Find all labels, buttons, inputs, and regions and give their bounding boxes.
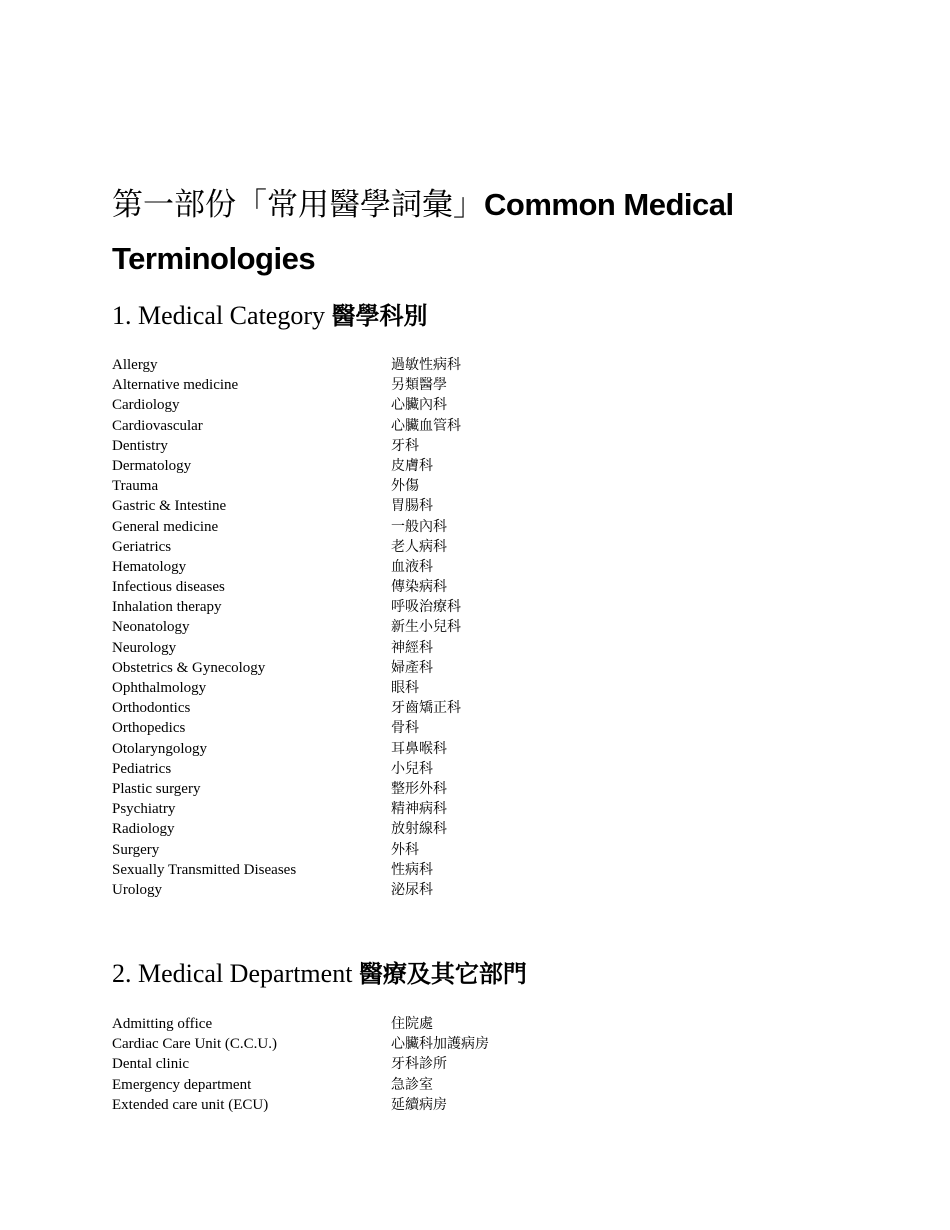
term-chinese: 眼科 bbox=[391, 680, 419, 696]
term-chinese: 婦產科 bbox=[391, 659, 433, 676]
term-row bbox=[112, 779, 461, 799]
term-chinese: 心臟血管科 bbox=[391, 417, 461, 434]
term-chinese: 神經科 bbox=[391, 639, 433, 656]
term-english: Ophthalmology bbox=[112, 680, 207, 696]
term-row bbox=[112, 799, 461, 819]
term-english: Orthopedics bbox=[112, 720, 186, 737]
term-english: Extended care unit (ECU) bbox=[112, 1096, 269, 1113]
term-row bbox=[112, 860, 461, 880]
term-english: Orthodontics bbox=[112, 700, 191, 717]
term-row bbox=[112, 375, 461, 395]
term-english: Neonatology bbox=[112, 619, 190, 636]
term-row bbox=[112, 517, 461, 537]
term-row bbox=[112, 718, 461, 738]
term-chinese: 過敏性病科 bbox=[391, 357, 461, 373]
term-english: Cardiology bbox=[112, 397, 180, 414]
section-heading-chinese: 醫學科別 bbox=[331, 302, 428, 330]
term-row bbox=[112, 1034, 489, 1054]
term-row bbox=[112, 395, 461, 415]
term-english: Geriatrics bbox=[112, 538, 172, 555]
term-english: Sexually Transmitted Diseases bbox=[112, 861, 297, 878]
term-row bbox=[112, 355, 461, 375]
term-row bbox=[112, 577, 461, 597]
term-row bbox=[112, 880, 461, 900]
medical-department-list bbox=[112, 1014, 489, 1115]
term-english: Dental clinic bbox=[112, 1056, 190, 1073]
term-row bbox=[112, 739, 461, 759]
term-chinese: 一般內科 bbox=[391, 518, 447, 535]
section-heading-chinese: 醫療及其它部門 bbox=[358, 960, 527, 988]
term-row bbox=[112, 819, 461, 839]
term-chinese: 牙科 bbox=[391, 437, 419, 454]
part-title-chinese: 第一部份「常用醫學詞彙」 bbox=[112, 187, 484, 223]
term-chinese: 皮膚科 bbox=[391, 457, 433, 474]
term-english: Alternative medicine bbox=[112, 377, 239, 394]
term-row bbox=[112, 840, 461, 860]
part-title bbox=[112, 178, 812, 286]
term-row bbox=[112, 537, 461, 557]
term-chinese: 牙齒矯正科 bbox=[391, 700, 461, 717]
term-chinese: 住院處 bbox=[391, 1016, 433, 1032]
term-row bbox=[112, 436, 461, 456]
term-chinese: 急診室 bbox=[391, 1076, 433, 1093]
term-chinese: 新生小兒科 bbox=[391, 619, 461, 636]
term-row bbox=[112, 557, 461, 577]
term-chinese: 呼吸治療科 bbox=[391, 599, 461, 616]
term-row bbox=[112, 416, 461, 436]
part-title-english: Common Medical Terminologies bbox=[112, 187, 734, 276]
term-english: Obstetrics & Gynecology bbox=[112, 659, 266, 676]
term-chinese: 外傷 bbox=[391, 478, 419, 495]
term-english: Trauma bbox=[112, 478, 159, 495]
term-chinese: 延續病房 bbox=[391, 1096, 447, 1113]
term-row bbox=[112, 597, 461, 617]
term-row bbox=[112, 658, 461, 678]
medical-category-list bbox=[112, 355, 461, 900]
term-english: Hematology bbox=[112, 558, 187, 575]
term-chinese: 小兒科 bbox=[391, 760, 433, 777]
term-english: Dentistry bbox=[112, 437, 168, 454]
term-chinese: 整形外科 bbox=[391, 780, 447, 797]
term-chinese: 血液科 bbox=[391, 558, 433, 575]
term-english: Pediatrics bbox=[112, 760, 172, 777]
term-chinese: 精神病科 bbox=[391, 801, 447, 818]
term-row bbox=[112, 476, 461, 496]
term-row bbox=[112, 678, 461, 698]
term-english: Cardiovascular bbox=[112, 417, 203, 434]
term-chinese: 放射線科 bbox=[391, 821, 447, 838]
term-chinese: 性病科 bbox=[391, 861, 433, 878]
term-english: Cardiac Care Unit (C.C.U.) bbox=[112, 1036, 277, 1053]
term-row bbox=[112, 1075, 489, 1095]
term-english: General medicine bbox=[112, 518, 219, 535]
section-heading-english: 1. Medical Category bbox=[112, 301, 325, 330]
term-row bbox=[112, 698, 461, 718]
term-chinese: 外科 bbox=[391, 841, 419, 858]
term-chinese: 傳染病科 bbox=[391, 579, 447, 596]
term-chinese: 心臟內科 bbox=[391, 397, 447, 414]
section-heading-english: 2. Medical Department bbox=[112, 959, 353, 988]
term-row bbox=[112, 1054, 489, 1074]
term-english: Radiology bbox=[112, 821, 175, 838]
term-chinese: 牙科診所 bbox=[391, 1056, 447, 1073]
term-row bbox=[112, 759, 461, 779]
term-english: Surgery bbox=[112, 841, 160, 858]
term-english: Urology bbox=[112, 881, 162, 898]
term-english: Gastric & Intestine bbox=[112, 498, 227, 515]
term-row bbox=[112, 1095, 489, 1115]
term-row bbox=[112, 456, 461, 476]
term-row bbox=[112, 496, 461, 516]
term-chinese: 耳鼻喉科 bbox=[391, 740, 447, 757]
term-english: Inhalation therapy bbox=[112, 599, 222, 616]
term-chinese: 另類醫學 bbox=[391, 377, 447, 394]
term-english: Neurology bbox=[112, 639, 177, 656]
term-row bbox=[112, 638, 461, 658]
term-english: Plastic surgery bbox=[112, 780, 201, 797]
term-row bbox=[112, 617, 461, 637]
section-heading-medical-category bbox=[112, 300, 428, 332]
term-english: Emergency department bbox=[112, 1076, 252, 1093]
term-english: Psychiatry bbox=[112, 801, 176, 818]
term-english: Otolaryngology bbox=[112, 740, 207, 757]
term-chinese: 老人病科 bbox=[391, 538, 447, 555]
term-chinese: 胃腸科 bbox=[391, 498, 433, 515]
term-chinese: 骨科 bbox=[391, 720, 419, 737]
term-english: Infectious diseases bbox=[112, 579, 225, 596]
term-english: Allergy bbox=[112, 357, 158, 373]
term-chinese: 泌尿科 bbox=[391, 881, 433, 898]
term-row bbox=[112, 1014, 489, 1034]
term-english: Admitting office bbox=[112, 1016, 213, 1032]
term-chinese: 心臟科加護病房 bbox=[391, 1036, 489, 1053]
term-english: Dermatology bbox=[112, 457, 192, 474]
section-heading-medical-department bbox=[112, 958, 527, 990]
